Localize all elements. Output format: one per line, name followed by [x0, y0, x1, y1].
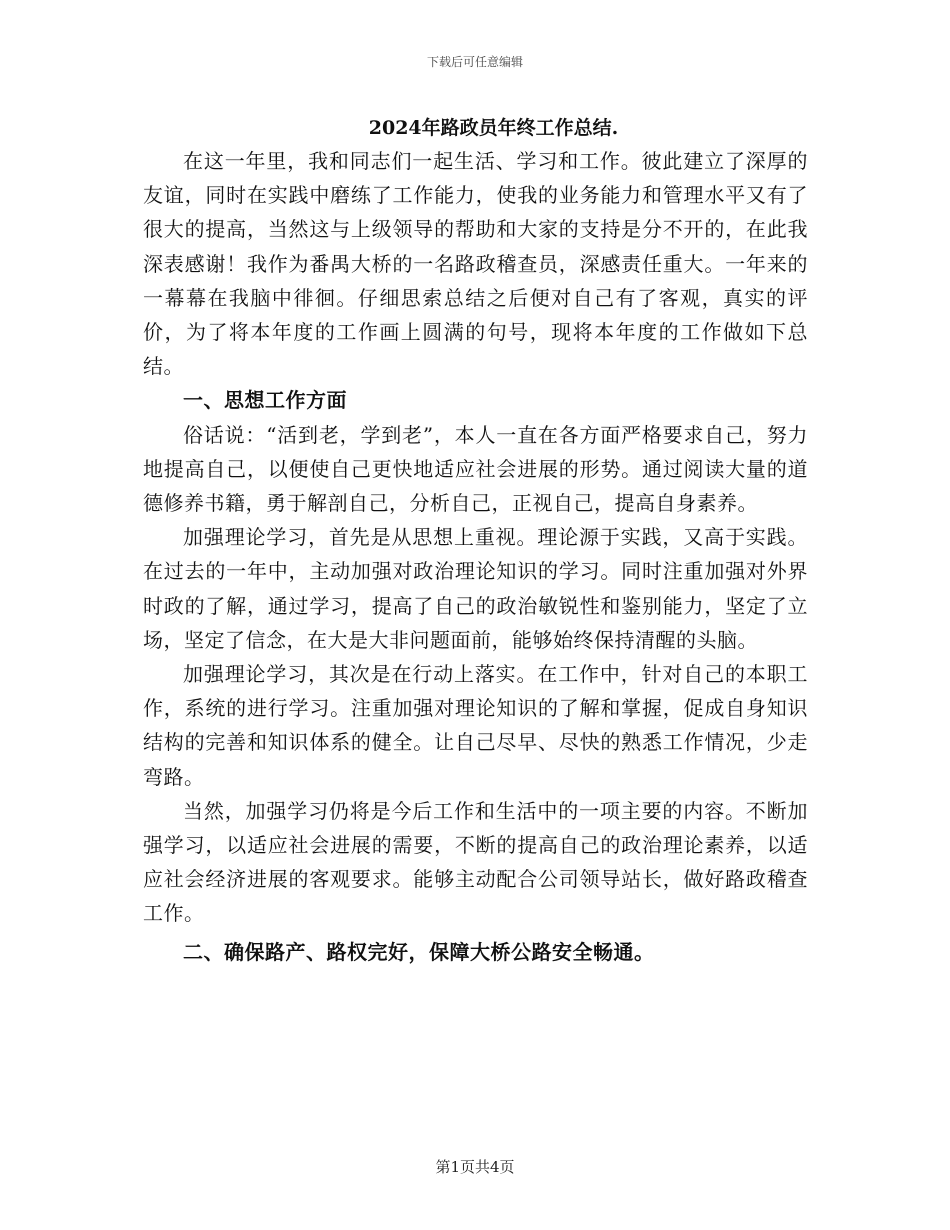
intro-paragraph: 在这一年里，我和同志们一起生活、学习和工作。彼此建立了深厚的友谊，同时在实践中磨练了工作能力，使我的业务能力和管理水平又有了很大的提高，当然这与上级领导的帮助和大家的支持是分不开的，在此我深表感谢！我作为番禺大桥的一名路政稽查员，深感责任重大。一年来的一幕幕在我脑中徘徊。仔细思索总结之后便对自己有了客观，真实的评价，为了将本年度的工作画上圆满的句号，现将本年度的工作做如下总结。 — [143, 149, 808, 379]
paragraph-theory-study-first: 加强理论学习，首先是从思想上重视。理论源于实践，又高于实践。在过去的一年中，主动加强对政治理论知识的学习。同时注重加强对外界时政的了解，通过学习，提高了自己的政治敏锐性和鉴别能力，坚定了立场，坚定了信念，在大是大非问题面前，能够始终保持清醒的头脑。 — [143, 525, 808, 652]
document-body — [143, 112, 808, 969]
paragraph-continued-learning: 当然，加强学习仍将是今后工作和生活中的一项主要的内容。不断加强学习，以适应社会进展的需要，不断的提高自己的政治理论素养，以适应社会经济进展的客观要求。能够主动配合公司领导站长，做好路政稽查工作。 — [143, 798, 808, 926]
page-number: 第1页共4页 — [435, 1158, 515, 1176]
section-heading-road-safety: 二、确保路产、路权完好，保障大桥公路安全畅通。 — [183, 939, 655, 964]
section-heading-ideology: 一、思想工作方面 — [183, 388, 347, 413]
document-title: 2024年路政员年终工作总结. — [368, 117, 619, 139]
page-header-note: 下载后可任意编辑 — [426, 55, 523, 69]
paragraph-self-improvement: 俗话说：“活到老，学到老”，本人一直在各方面严格要求自己，努力地提高自己，以便使自己更快地适应社会进展的形势。通过阅读大量的道德修养书籍，勇于解剖自己，分析自己，正视自己，提高自身素养。 — [143, 422, 808, 516]
paragraph-theory-study-second: 加强理论学习，其次是在行动上落实。在工作中，针对自己的本职工作，系统的进行学习。注重加强对理论知识的了解和掌握，促成自身知识结构的完善和知识体系的健全。让自己尽早、尽快的熟悉工作情况，少走弯路。 — [143, 662, 808, 789]
